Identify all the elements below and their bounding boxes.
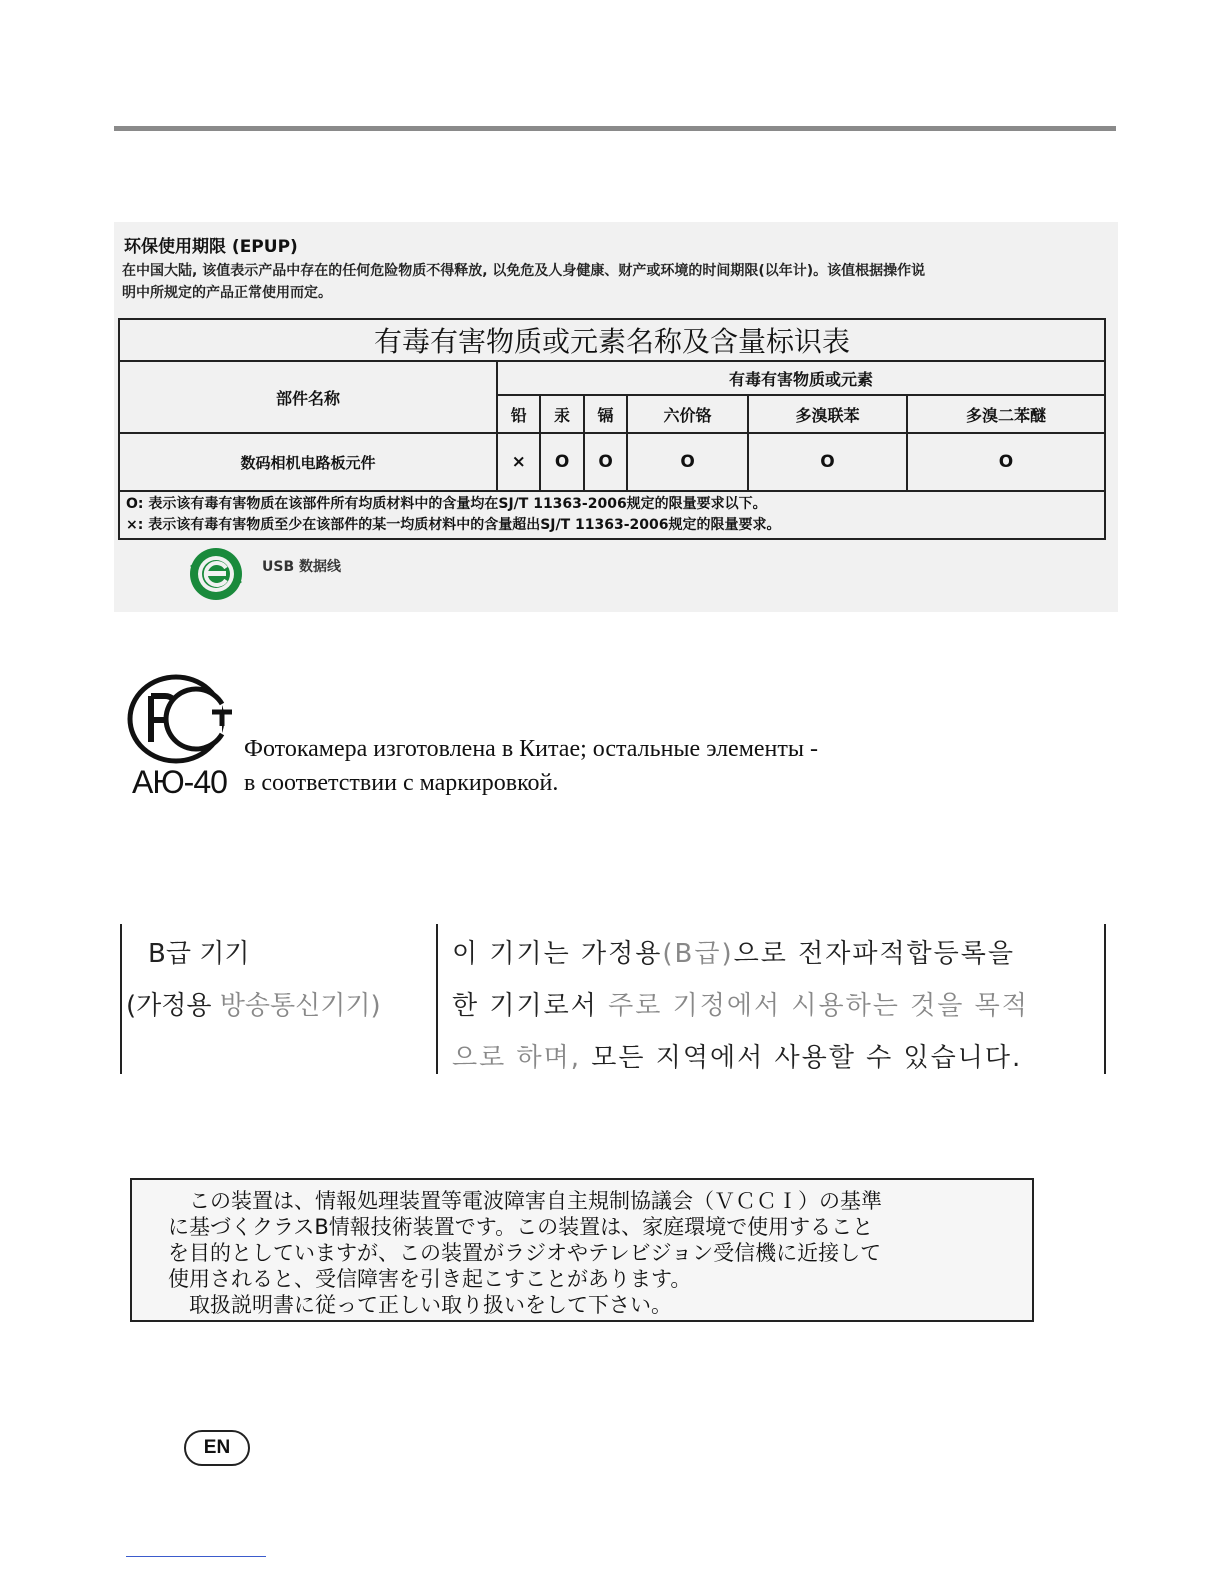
element-header: 六价铬 [627, 395, 748, 433]
hazardous-substances-table [118, 318, 1106, 540]
korea-left-line1: B급 기기 [148, 939, 250, 969]
divider [1104, 924, 1106, 1074]
row-mark: O [584, 433, 627, 491]
table-notes [119, 491, 1105, 539]
epup-title: 环保使用期限 (EPUP) [124, 237, 298, 257]
korea-left-text-gray: 방송통신기기) [219, 991, 381, 1021]
table-title: 有毒有害物质或元素名称及含量标识表 [119, 319, 1105, 361]
vcci-line: に基づくクラスB情報技術装置です。この装置は、家庭環境で使用すること [168, 1215, 874, 1239]
pct-code: АЮ-40 [132, 764, 227, 800]
korea-text-gray: 으로 하며, [452, 1043, 592, 1073]
element-header: 铅 [497, 395, 540, 433]
korea-text: 한 기기로서 [452, 991, 609, 1021]
epup-section [114, 222, 1118, 612]
row-mark: O [748, 433, 907, 491]
note-line: O: 表示该有毒有害物质在该部件所有均质材料中的含量均在SJ/T 11363-2006规定的限量要求以下。 [126, 496, 767, 512]
vcci-line: この装置は、情報処理装置等電波障害自主規制協議会（ＶＣＣＩ）の基準 [168, 1189, 882, 1213]
col-group-header: 有毒有害物质或元素 [497, 361, 1105, 395]
row-mark: O [540, 433, 583, 491]
epup-desc-line2: 明中所规定的产品正常使用而定。 [122, 285, 332, 301]
korea-class-label [126, 928, 381, 1032]
element-header: 汞 [540, 395, 583, 433]
usb-cable-label: USB 数据线 [262, 559, 341, 575]
korea-text-gray: 주로 기정에서 시용하는 것을 목적 [608, 991, 1029, 1021]
vcci-line: 使用されると、受信障害を引き起こすことがあります。 [168, 1267, 692, 1291]
table-row [119, 433, 1105, 491]
note-line: ×: 表示该有毒有害物质至少在该部件的某一均质材料中的含量超出SJ/T 11363-2006规定的限量要求。 [126, 517, 781, 533]
korea-statement [452, 928, 1092, 1084]
korea-left-text: (가정용 [126, 991, 220, 1021]
element-header: 镉 [584, 395, 627, 433]
row-mark: O [627, 433, 748, 491]
vcci-line: 取扱説明書に従って正しい取り扱いをして下さい。 [168, 1293, 672, 1317]
russia-text-line2: в соответствии с маркировкой. [244, 770, 559, 796]
epup-description [122, 260, 1107, 304]
row-mark: O [907, 433, 1105, 491]
language-badge: EN [184, 1430, 250, 1466]
footer-link-line[interactable] [126, 1556, 266, 1557]
header-rule [114, 126, 1116, 131]
korea-right-line2 [452, 980, 1092, 1032]
row-mark: × [497, 433, 540, 491]
korea-text: 모든 지역에서 사용할 수 있습니다. [591, 1043, 1023, 1073]
vcci-line: を目的としていますが、この装置がラジオやテレビジョン受信機に近接して [168, 1241, 882, 1265]
element-header: 多溴二苯醚 [907, 395, 1105, 433]
divider [120, 924, 122, 1074]
korea-text: 으로 전자파적합등록을 [733, 939, 1016, 969]
korea-text-gray: (B급) [662, 939, 734, 969]
divider [436, 924, 438, 1074]
korea-right-line3 [452, 1032, 1092, 1084]
row-part-name: 数码相机电路板元件 [119, 433, 497, 491]
vcci-notice [130, 1178, 1034, 1322]
korea-text: 이 기기는 가정용 [452, 939, 663, 969]
pct-certification-icon [126, 674, 236, 764]
recycle-e-icon [186, 546, 246, 602]
korea-left-line2 [126, 980, 381, 1032]
col-part-name: 部件名称 [119, 361, 497, 433]
russia-text-line1: Фотокамера изготовлена в Китае; остальные элементы - [244, 736, 818, 762]
vcci-text [168, 1188, 1008, 1318]
epup-desc-line1: 在中国大陆, 该值表示产品中存在的任何危险物质不得释放, 以免危及人身健康、财产或环境的时间期限(以年计)。该值根据操作说 [122, 263, 926, 279]
element-header: 多溴联苯 [748, 395, 907, 433]
korea-right-line1 [452, 928, 1092, 980]
korea-notice [120, 924, 1106, 1074]
